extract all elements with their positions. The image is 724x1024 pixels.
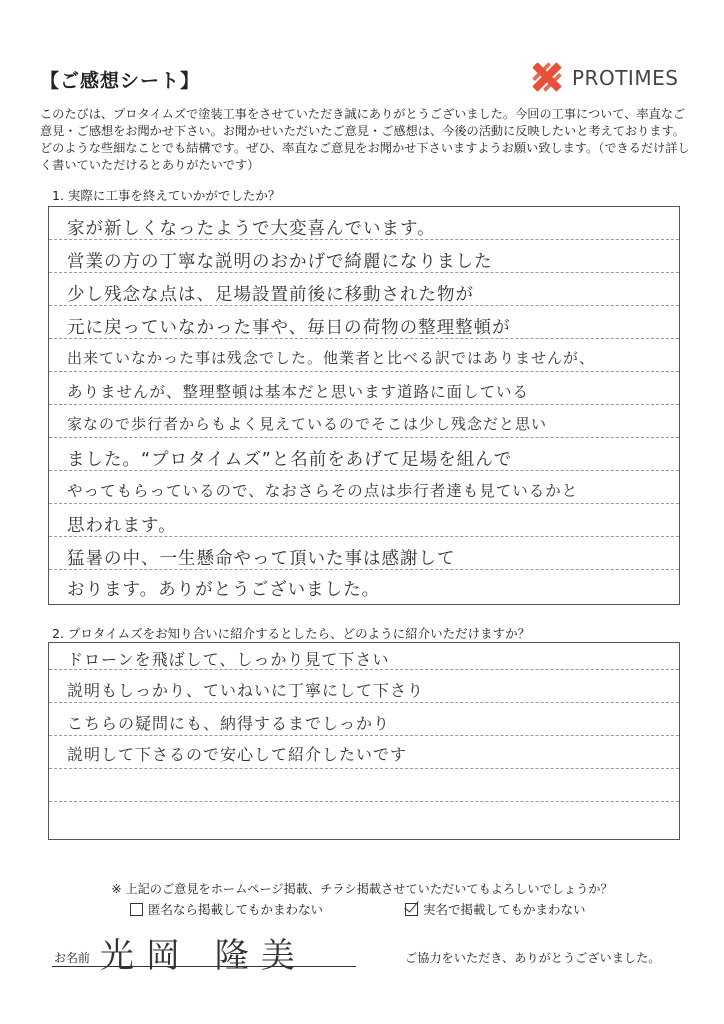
question-2-label: 2. プロタイムズをお知り合いに紹介するとしたら、どのように紹介いただけますか？ [52,626,531,641]
answer-2-line: 説明もしっかり、ていねいに丁寧にして下さり [67,681,425,700]
answer-1-line: 出来ていなかった事は残念でした。他業者と比べる訳ではありませんが、 [67,349,596,367]
anonymous-checkbox[interactable] [130,903,143,916]
answer-1-line: 元に戻っていなかった事や、毎日の荷物の整理整頓が [67,318,511,338]
question-1-label: 1. 実際に工事を終えていかがでしたか？ [52,188,281,203]
logo-text: PROTIMES [572,66,679,90]
answer-1-line: 家なので歩行者からもよく見えているのでそこは少し残念だと思い [67,415,548,433]
answer-2-line: こちらの疑問にも、納得するまでしっかり [67,714,391,733]
answer-1-line: 営業の方の丁寧な説明のおかげで綺麗になりました [67,252,493,272]
answer-1-line: ました。“プロタイムズ”と名前をあげて足場を組んで [67,450,513,470]
thanks-text: ご協力をいただき、ありがとうございました。 [405,951,661,965]
protimes-logo [528,58,698,98]
page-title: 【ご感想シート】 [40,70,201,92]
anonymous-label: 匿名なら掲載してもかまわない [148,902,324,917]
protimes-logo-icon [528,58,566,96]
name-label: お名前 [54,951,91,965]
answer-1-line: 家が新しくなったようで大変喜んでいます。 [67,219,436,239]
name-underline [52,966,356,967]
answer-1-line: 猛暑の中、一生懸命やって頂いた事は感謝して [67,549,456,569]
answer-2-line: ドローンを飛ばして、しっかり見て下さい [67,650,390,669]
answer-1-line: やってもらっているので、なおさらその点は歩行者達も見ているかと [67,482,579,500]
answer-1-line: おります。ありがとうございました。 [67,580,381,600]
intro-text: このたびは、プロタイムズで塗装工事をさせていただき誠にありがとうございました。今回の工事について、率直なご意見・ご感想をお聞かせ下さい。お聞かせいただいたご意見・ご感想は、今後の活動に反映したいと考えております。どのような些細なことでも結構です。ぜひ、率直なご意見をお聞かせ下さいますようお願い致します。（できるだけ詳しく書いていただけるとありがたいです） [40,107,690,172]
answer-2-line: 説明して下さるので安心して紹介したいです [67,745,408,764]
consent-option-real-name[interactable] [405,900,586,918]
answer-2-box [48,642,680,840]
answer-1-line: ありませんが、整理整頓は基本だと思います道路に面している [67,383,530,401]
real-name-checkbox[interactable] [405,903,418,916]
name-value: 光岡 隆美 [100,936,307,976]
consent-option-anonymous[interactable] [130,900,323,918]
real-name-label: 実名で掲載してもかまわない [423,902,586,917]
answer-1-box [48,206,680,605]
answer-1-line: 思われます。 [67,516,177,536]
answer-1-line: 少し残念な点は、足場設置前後に移動された物が [67,285,474,305]
consent-question: ※ 上記のご意見をホームページ掲載、チラシ掲載させていただいてもよろしいでしょうか？ [111,882,613,896]
